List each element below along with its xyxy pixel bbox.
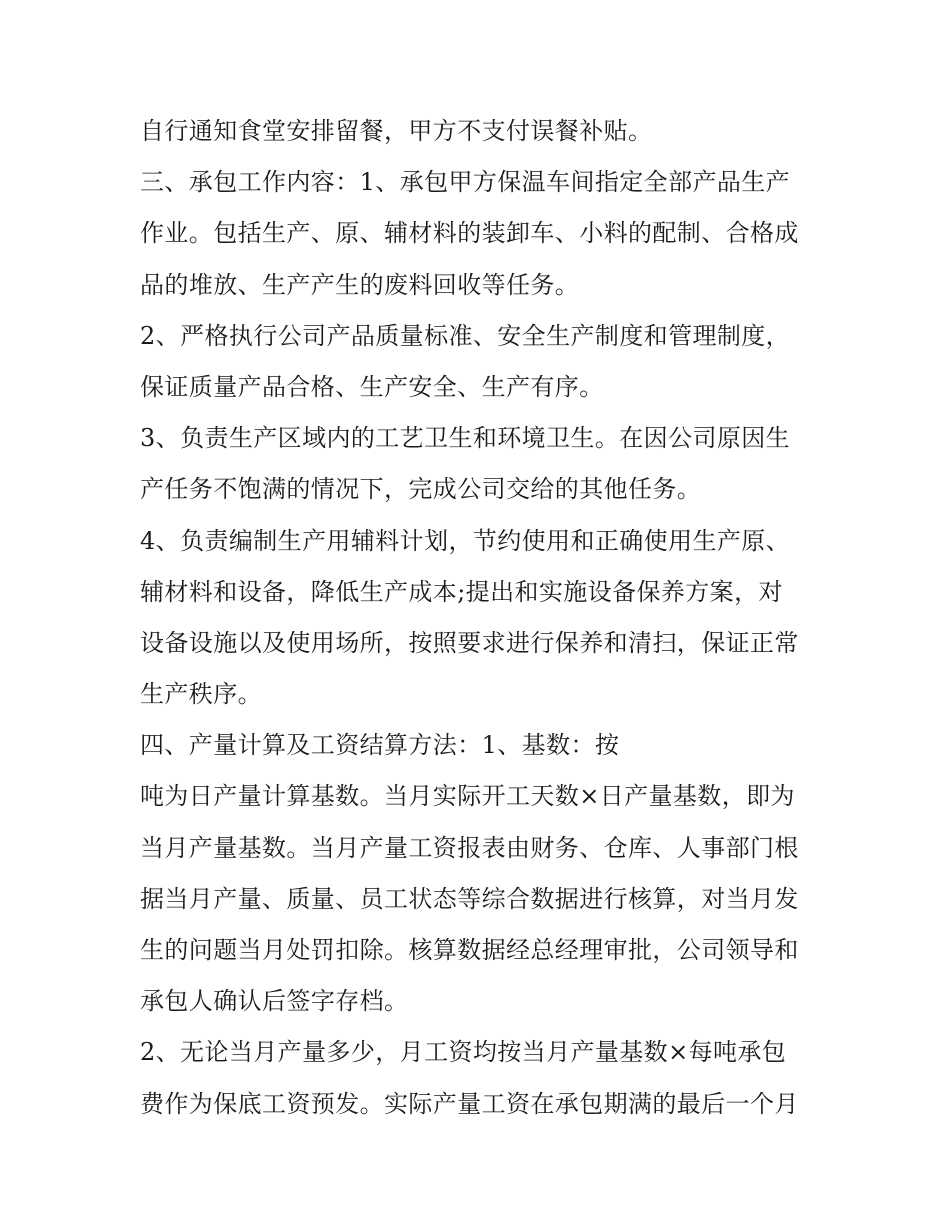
text-line: 自行通知食堂安排留餐，甲方不支付误餐补贴。 [140,117,653,145]
text-line: 据当月产量、质量、员工状态等综合数据进行核算，对当月发 [140,884,799,913]
text-line: 辅材料和设备，降低生产成本;提出和实施设备保养方案，对 [140,577,783,606]
text-line: 产任务不饱满的情况下，完成公司交给的其他任务。 [140,475,702,504]
text-line: 当月产量基数。当月产量工资报表由财务、仓库、人事部门根 [140,833,799,862]
text-line: 2、严格执行公司产品质量标准、安全生产制度和管理制度， [140,321,791,350]
text-line: 2、无论当月产量多少，月工资均按当月产量基数×每吨承包 [140,1038,787,1067]
text-line: 承包人确认后签字存档。 [140,987,409,1016]
text-line: 生产秩序。 [140,680,262,709]
text-line: 4、负责编制生产用辅料计划，节约使用和正确使用生产原、 [140,526,791,555]
text-line: 作业。包括生产、原、辅材料的装卸车、小料的配制、合格成 [140,219,799,248]
text-line: 3、负责生产区域内的工艺卫生和环境卫生。在因公司原因生 [140,424,791,453]
text-line: 生的问题当月处罚扣除。核算数据经总经理审批，公司领导和 [140,936,799,964]
text-line: 吨为日产量计算基数。当月实际开工天数×日产量基数，即为 [140,782,795,811]
text-line: 设备设施以及使用场所，按照要求进行保养和清扫，保证正常 [140,628,799,657]
text-line: 四、产量计算及工资结算方法：1、基数：按 [140,731,620,760]
text-line: 保证质量产品合格、生产安全、生产有序。 [140,372,604,401]
document-body [140,106,820,1130]
text-line: 品的堆放、生产产生的废料回收等任务。 [140,270,580,299]
text-line: 费作为保底工资预发。实际产量工资在承包期满的最后一个月 [140,1089,799,1118]
text-line: 三、承包工作内容：1、承包甲方保温车间指定全部产品生产 [140,168,791,197]
